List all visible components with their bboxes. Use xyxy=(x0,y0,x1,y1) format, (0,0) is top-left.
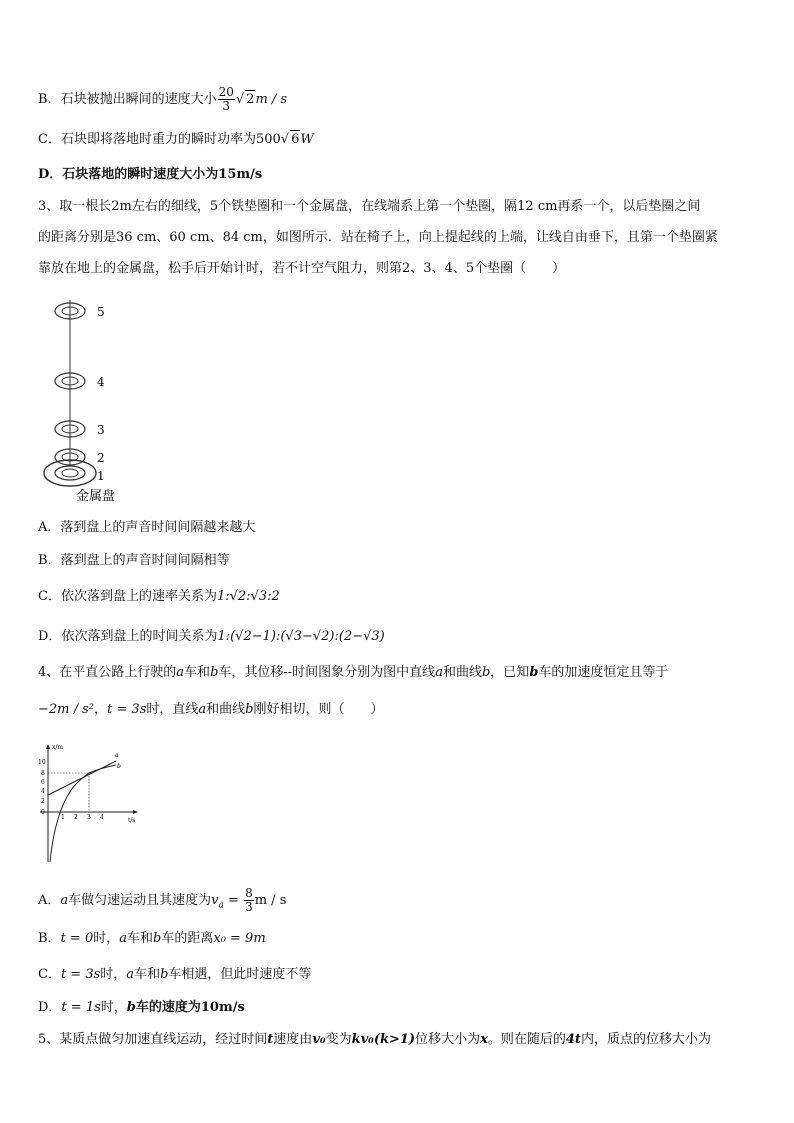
figure-caption: 金属盘 xyxy=(76,489,116,504)
q3-stem-line2: 的距离分别是36 cm、60 cm、84 cm，如图所示．站在椅子上，向上提起线的上端，让线自由垂下，且第一个垫圈紧 xyxy=(38,230,718,245)
q4-option-c: C．t = 3s时，a车和b车相遇，但此时速度不等 xyxy=(38,967,312,982)
q3-option-c: C．依次落到盘上的速率关系为1:√2:√3:2 xyxy=(38,589,280,604)
washer-label-5: 5 xyxy=(97,305,105,319)
q3-option-b: B．落到盘上的声音时间间隔相等 xyxy=(38,553,230,568)
option-c-prev: C．石块即将落地时重力的瞬时功率为500√ 6W xyxy=(38,132,314,147)
x-axis-arrow xyxy=(133,810,138,814)
y-tick-8: 8 xyxy=(41,770,45,777)
q3-stem-line1: 3、取一根长2m左右的细线，5个铁垫圈和一个金属盘，在线端系上第一个垫圈，隔12 cm再系一个，以后垫圈之间 xyxy=(38,199,701,214)
x-tick-1: 1 xyxy=(61,814,65,821)
y-axis-arrow xyxy=(46,744,50,749)
option-d-prev: D．石块落地的瞬时速度大小为15m/s xyxy=(38,167,263,182)
y-tick-10: 10 xyxy=(38,759,46,766)
y-tick-4: 4 xyxy=(41,788,45,795)
fraction: $\frac{20}{3}$ xyxy=(218,85,234,113)
xt-graph xyxy=(36,742,146,870)
option-b-prev: B．石块被抛出瞬间的速度大小 $\frac{20}{3}$ √ 2m / s xyxy=(38,85,288,113)
q4-stem-line1: 4、在平直公路上行驶的a车和b车，其位移--时间图象分别为图中直线a和曲线b，已知b车的加速度恒定且等于 xyxy=(38,665,669,680)
y-tick-0: 0 xyxy=(41,809,45,816)
x-tick-4: 4 xyxy=(100,814,104,821)
fraction: $\frac{8}{3}$ xyxy=(245,886,253,914)
q4-option-a: A．a车做匀速运动且其速度为$v_a$ = $\frac{8}{3}$ m / s xyxy=(38,886,287,914)
x-tick-3: 3 xyxy=(87,814,91,821)
q5-stem: 5、某质点做匀加速直线运动，经过时间t速度由v₀变为kv₀(k>1)位移大小为x。则在随后的4t内，质点的位移大小为 xyxy=(38,1032,711,1047)
q3-stem-line3: 靠放在地上的金属盘，松手后开始计时，若不计空气阻力，则第2、3、4、5个垫圈（ ） xyxy=(38,261,566,276)
washer-figure xyxy=(40,295,160,510)
y-axis-label: x/m xyxy=(52,744,64,751)
curve-b xyxy=(50,765,116,862)
washer-label-1: 1 xyxy=(97,469,105,483)
x-tick-2: 2 xyxy=(74,814,78,821)
q3-option-a: A．落到盘上的声音时间间隔越来越大 xyxy=(38,520,256,535)
q4-stem-line2: −2m / s²，t = 3s时，直线a和曲线b刚好相切，则（ ） xyxy=(38,702,384,717)
washer-label-2: 2 xyxy=(97,451,105,465)
label-b: b xyxy=(117,763,121,770)
q4-option-d: D．t = 1s时，b车的速度为10m/s xyxy=(38,1000,245,1015)
q3-option-d: D．依次落到盘上的时间关系为1:(√2−1):(√3−√2):(2−√3) xyxy=(38,629,385,644)
x-axis-label: t/s xyxy=(128,817,136,824)
y-tick-2: 2 xyxy=(41,798,45,805)
label-a: a xyxy=(115,752,119,759)
washer-label-3: 3 xyxy=(97,423,105,437)
q4-option-b: B．t = 0时，a车和b车的距离x₀ = 9m xyxy=(38,931,266,946)
washer-label-4: 4 xyxy=(97,375,105,389)
y-tick-6: 6 xyxy=(41,779,45,786)
